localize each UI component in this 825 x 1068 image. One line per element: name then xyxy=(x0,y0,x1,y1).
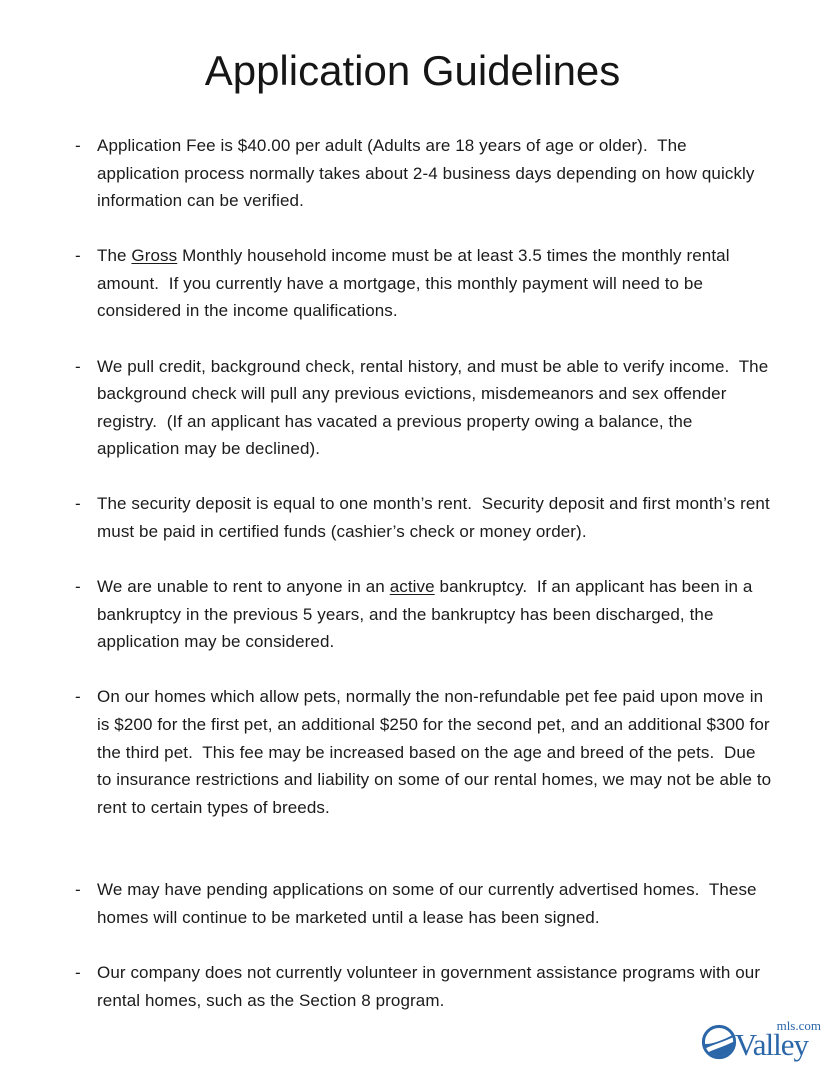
bullet-dash: - xyxy=(75,356,81,376)
bullet-dash: - xyxy=(75,577,81,597)
bullet-dash: - xyxy=(75,963,81,983)
bullet-text xyxy=(97,242,773,325)
bullet-item xyxy=(75,132,773,215)
text-segment: Application Fee is $40.00 per adult (Adults are 18 years of age or older). The application process normally takes about 2-4 business days depending on how quickly information can be verified. xyxy=(97,136,755,211)
bullet-dash: - xyxy=(75,136,81,155)
logo-brand-text: Valley xyxy=(734,1027,808,1062)
bullet-dash: - xyxy=(75,687,81,707)
bullet-item xyxy=(75,353,773,463)
text-segment: We are unable to rent to anyone in an xyxy=(97,577,390,597)
text-segment: bankruptcy. If an applicant has been in a bankruptcy in the previous 5 years, and the bankruptcy has been discharged, the application may be considered. xyxy=(97,577,753,652)
text-segment: Our company does not currently volunteer in government assistance programs with our rental homes, such as the Section 8 program. xyxy=(97,963,761,1010)
text-segment: The xyxy=(97,246,132,266)
valleymls-logo xyxy=(700,1019,821,1061)
bullet-item xyxy=(75,573,773,656)
bullet-item xyxy=(75,959,773,1014)
bullet-dash: - xyxy=(75,494,81,514)
logo-suffix-text: mls.com xyxy=(776,1018,821,1033)
bullet-text xyxy=(97,876,773,931)
bullet-item xyxy=(75,242,773,325)
text-segment: The security deposit is equal to one month’s rent. Security deposit and first month’s rent must be paid in certified funds (cashier’s check or money order). xyxy=(97,494,770,542)
bullet-text xyxy=(97,683,773,821)
text-segment: On our homes which allow pets, normally the non-refundable pet fee paid upon move in is $200 for the first pet, an additional $250 for the second pet, and an additional $300 for the third pet. This fee may be increased based on the age and breed of the pets. Due to insurance restrictions and liability on some of our rental homes, we may not be able to rent to certain types of breeds. xyxy=(97,687,772,817)
bullet-list xyxy=(0,132,825,1014)
bullet-text xyxy=(97,353,773,463)
bullet-item xyxy=(75,683,773,821)
bullet-text xyxy=(97,959,773,1014)
bullet-item xyxy=(75,490,773,545)
text-segment: We pull credit, background check, rental history, and must be able to verify income. The background check will pull any previous evictions, misdemeanors and sex offender registry. (If an applicant has vacated a previous property owing a balance, the application may be declined). xyxy=(97,356,769,459)
underlined-text: active xyxy=(389,577,435,597)
bullet-text xyxy=(97,132,773,215)
bullet-dash: - xyxy=(75,880,81,900)
bullet-text xyxy=(97,490,773,545)
bullet-dash: - xyxy=(75,246,81,266)
underlined-text: Gross xyxy=(131,246,178,266)
page-title: Application Guidelines xyxy=(204,47,621,94)
logo-wordmark xyxy=(735,1020,821,1060)
text-segment: Monthly household income must be at least 3.5 times the monthly rental amount. If you currently have a mortgage, this monthly payment will need to be considered in the income qualifications. xyxy=(97,246,730,321)
bullet-item xyxy=(75,876,773,931)
text-segment: We may have pending applications on some of our currently advertised homes. These homes will continue to be marketed until a lease has been signed. xyxy=(97,880,757,927)
bullet-text xyxy=(97,573,773,656)
valleymls-circle-icon xyxy=(700,1023,738,1061)
